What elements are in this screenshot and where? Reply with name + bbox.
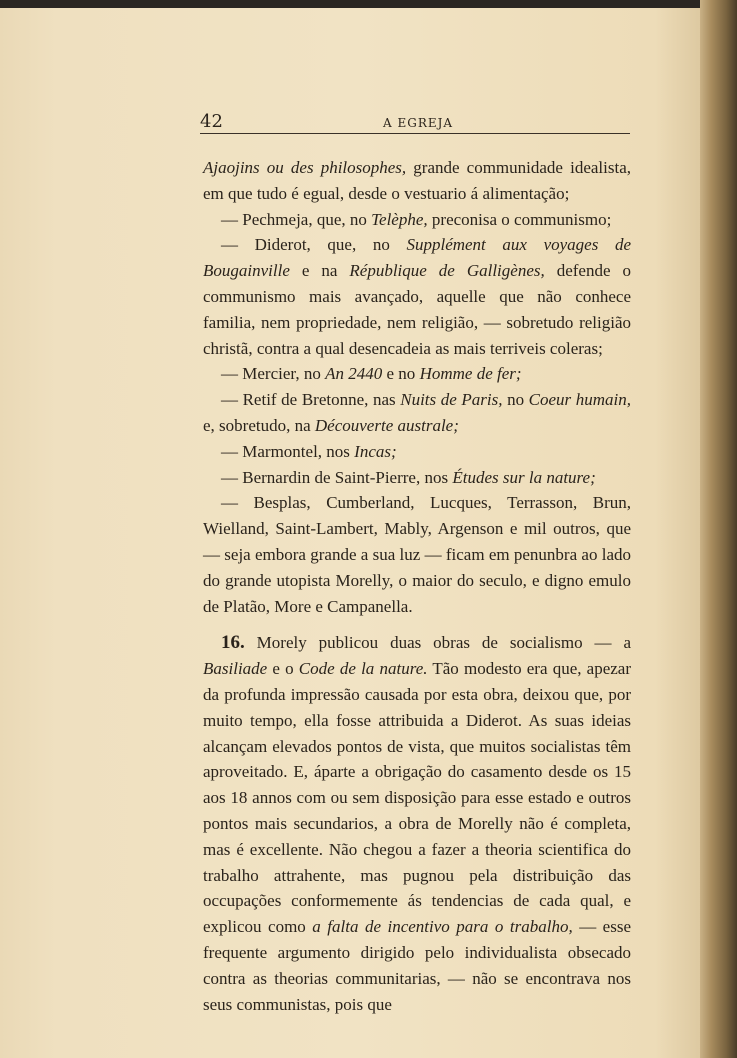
- text-run: e, sobretudo, na: [203, 415, 315, 435]
- text-run: preconisa o communismo;: [427, 209, 612, 229]
- italic-title: a falta de incentivo para o trabalho,: [312, 917, 573, 937]
- italic-title: Nuits de Paris,: [400, 390, 503, 410]
- page-number: 42: [200, 111, 223, 132]
- text-run: e na: [289, 261, 350, 281]
- paragraph: [203, 232, 631, 361]
- italic-title: Incas;: [354, 441, 397, 461]
- section-number: 16.: [221, 632, 245, 654]
- italic-title: Supplément aux voyages de Bougainville: [203, 235, 631, 281]
- paragraph: [203, 207, 631, 233]
- italic-title: Ajaojins ou des philosophes,: [203, 158, 407, 177]
- text-run: — Mercier, no: [221, 364, 326, 384]
- italic-title: Code de la nature.: [298, 659, 428, 679]
- text-run: — Retif de Bretonne, nas: [221, 390, 401, 410]
- paragraph: [203, 155, 631, 207]
- italic-title: Basiliade: [203, 659, 268, 679]
- text-run: — Bernardin de Saint-Pierre, nos: [221, 467, 453, 487]
- text-run: — Diderot, que, no: [221, 235, 407, 255]
- italic-title: Homme de fer;: [419, 364, 522, 384]
- italic-title: An 2440: [325, 364, 383, 384]
- text-run: — Besplas, Cumberland, Lucques, Terrasson, Brun, Wielland, Saint-Lambert, Mably, Argenson e mil outros, que — seja embora grande a sua luz — ficam em penunbra ao lado do grande utopista Morelly, o maior do seculo, e digno emulo de Platão, More e Campanella.: [203, 493, 631, 616]
- section-paragraph: [203, 630, 631, 1017]
- italic-title: Découverte australe;: [314, 415, 459, 435]
- text-run: grande communidade idealista, em que tudo é egual, desde o vestuario á alimentação;: [203, 158, 631, 203]
- text-run: no: [502, 390, 529, 410]
- text-run: e o: [267, 659, 299, 679]
- italic-title: République de Galligènes,: [349, 261, 545, 281]
- paragraph: [203, 490, 631, 619]
- paragraph: [203, 361, 631, 387]
- text-run: Morely publicou duas obras de socialismo — a: [244, 633, 631, 653]
- running-title: A EGREJA: [383, 116, 454, 130]
- paragraph: [203, 387, 631, 439]
- italic-title: Coeur humain,: [528, 390, 631, 410]
- text-run: e no: [382, 364, 420, 384]
- paragraph: [203, 465, 631, 491]
- page-edge: [700, 0, 737, 1058]
- text-run: — Marmontel, nos: [221, 441, 355, 461]
- body-text: [203, 155, 631, 1017]
- italic-title: Études sur la nature;: [452, 467, 596, 487]
- text-run: — esse frequente argumento dirigido pelo individualista obsecado contra as theorias communitarias, — não se encontrava nos seus communistas, pois que: [203, 917, 632, 1014]
- text-run: defende o communismo mais avançado, aquelle que não conhece familia, nem propriedade, nem religião, — sobretudo religião christã, contra a qual desencadeia as mais terriveis coleras;: [203, 261, 631, 358]
- page-header: [200, 111, 630, 134]
- italic-title: Telèphe,: [371, 209, 428, 229]
- paragraph: [203, 439, 631, 465]
- text-run: — Pechmeja, que, no: [221, 209, 372, 229]
- text-run: Tão modesto era que, apezar da profunda impressão causada por esta obra, deixou que, por muito tempo, ella fosse attribuida a Diderot. As suas ideias alcançam elevados pontos de vista, que muitos socialistas têm aproveitado. E, áparte a obrigação do casamento desde os 15 aos 18 annos com ou sem disposição para esse estado e outros pontos mais secundarios, a obra de Morelly não é completa, mas é excellente. Não chegou a fazer a theoria scientifica do trabalho attrahente, mas pugnou pela distribuição das occupações conformemente ás tendencias de cada qual, e explicou como: [203, 659, 632, 937]
